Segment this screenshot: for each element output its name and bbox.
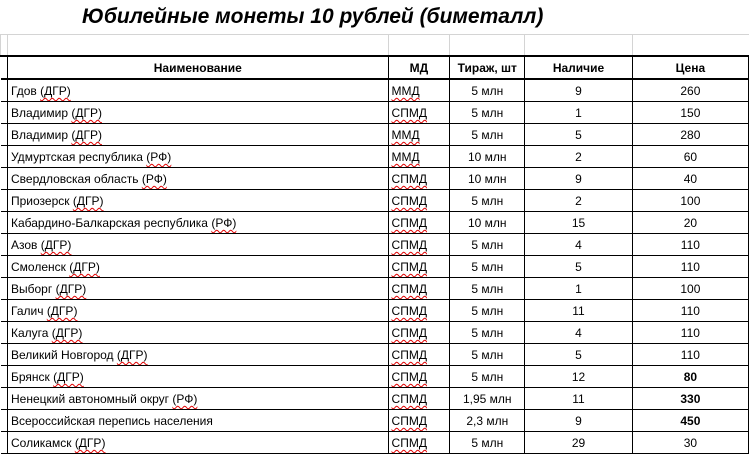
row-price-cell[interactable]: 20 bbox=[632, 212, 748, 234]
mint-code: СПМД bbox=[391, 414, 427, 428]
row-blank-cell[interactable] bbox=[1, 344, 8, 366]
row-mintage-cell[interactable]: 5 млн bbox=[450, 124, 525, 146]
row-blank-cell[interactable] bbox=[1, 168, 8, 190]
mint-code: ММД bbox=[391, 84, 420, 98]
row-mint-cell[interactable] bbox=[388, 190, 450, 212]
row-price-cell[interactable]: 40 bbox=[632, 168, 748, 190]
row-stock-cell[interactable]: 1 bbox=[525, 102, 633, 124]
row-blank-cell[interactable] bbox=[1, 212, 8, 234]
header-name[interactable]: Наименование bbox=[8, 56, 389, 79]
coin-series-tag: (ДГР) bbox=[74, 436, 106, 450]
mint-code: ММД bbox=[391, 128, 420, 142]
coin-name: Всероссийская перепись населения bbox=[11, 414, 213, 428]
row-mint-cell[interactable] bbox=[388, 102, 450, 124]
row-price-cell[interactable]: 280 bbox=[632, 124, 748, 146]
blank-row bbox=[1, 35, 749, 57]
row-blank-cell[interactable] bbox=[1, 322, 8, 344]
row-blank-cell[interactable] bbox=[1, 124, 8, 146]
coin-series-tag: (ДГР) bbox=[40, 238, 72, 252]
row-blank-cell[interactable] bbox=[1, 366, 8, 388]
table-row bbox=[1, 388, 749, 410]
row-stock-cell[interactable]: 5 bbox=[525, 124, 633, 146]
table-row bbox=[1, 190, 749, 212]
coin-series-tag: (ДГР) bbox=[40, 84, 71, 98]
row-stock-cell[interactable]: 1 bbox=[525, 278, 633, 300]
row-mint-cell[interactable] bbox=[388, 366, 450, 388]
coin-name: Ненецкий автономный округ bbox=[11, 392, 170, 406]
row-name-cell[interactable] bbox=[8, 102, 389, 124]
table-row bbox=[1, 278, 749, 300]
row-price-cell[interactable]: 60 bbox=[632, 146, 748, 168]
table-row bbox=[1, 146, 749, 168]
row-stock-cell[interactable]: 9 bbox=[525, 410, 633, 432]
row-name-cell[interactable] bbox=[8, 344, 389, 366]
mint-code: СПМД bbox=[391, 348, 427, 362]
row-stock-cell[interactable]: 9 bbox=[525, 79, 633, 102]
table-row bbox=[1, 212, 749, 234]
row-price-cell[interactable]: 260 bbox=[632, 79, 748, 102]
mint-code: СПМД bbox=[391, 216, 427, 230]
coin-name: Галич bbox=[11, 304, 44, 318]
row-mint-cell[interactable] bbox=[388, 212, 450, 234]
row-mint-cell[interactable] bbox=[388, 146, 450, 168]
cell[interactable] bbox=[1, 35, 8, 57]
row-price-cell[interactable]: 30 bbox=[632, 432, 748, 454]
mint-code: СПМД bbox=[391, 260, 427, 274]
row-name-cell[interactable] bbox=[8, 190, 389, 212]
mint-code: СПМД bbox=[391, 106, 427, 120]
row-price-cell[interactable]: 150 bbox=[632, 102, 748, 124]
row-blank-cell[interactable] bbox=[1, 432, 8, 454]
table-row bbox=[1, 256, 749, 278]
coin-series-tag: (РФ) bbox=[146, 150, 172, 164]
spreadsheet-grid bbox=[0, 34, 749, 462]
row-name-cell[interactable] bbox=[8, 124, 389, 146]
row-name-cell[interactable] bbox=[8, 146, 389, 168]
header-mintage[interactable]: Тираж, шт bbox=[450, 56, 525, 79]
row-mint-cell[interactable] bbox=[388, 168, 450, 190]
row-blank-cell[interactable] bbox=[1, 79, 8, 102]
row-blank-cell[interactable] bbox=[1, 146, 8, 168]
row-price-cell[interactable]: 80 bbox=[632, 366, 748, 388]
table-row bbox=[1, 79, 749, 102]
row-price-cell[interactable]: 110 bbox=[632, 256, 748, 278]
row-mintage-cell[interactable]: 10 млн bbox=[450, 212, 525, 234]
row-stock-cell[interactable]: 4 bbox=[525, 322, 633, 344]
row-mintage-cell[interactable]: 5 млн bbox=[450, 432, 525, 454]
row-mintage-cell[interactable]: 5 млн bbox=[450, 102, 525, 124]
coin-name: Выборг bbox=[11, 282, 53, 296]
row-blank-cell[interactable] bbox=[1, 102, 8, 124]
row-mintage-cell[interactable]: 5 млн bbox=[450, 256, 525, 278]
coin-series-tag: (ДГР) bbox=[71, 128, 102, 142]
coin-table bbox=[0, 34, 749, 454]
table-row bbox=[1, 410, 749, 432]
row-mint-cell[interactable] bbox=[388, 432, 450, 454]
header-stock[interactable]: Наличие bbox=[525, 56, 633, 79]
row-stock-cell[interactable]: 11 bbox=[525, 388, 633, 410]
mint-code: СПМД bbox=[391, 436, 427, 450]
mint-code: СПМД bbox=[391, 326, 427, 340]
row-mint-cell[interactable] bbox=[388, 256, 450, 278]
coin-name: Великий Новгород bbox=[11, 348, 114, 362]
mint-code: СПМД bbox=[391, 304, 427, 318]
table-row bbox=[1, 366, 749, 388]
table-row bbox=[1, 432, 749, 454]
row-name-cell[interactable] bbox=[8, 234, 389, 256]
row-stock-cell[interactable]: 12 bbox=[525, 366, 633, 388]
row-mintage-cell[interactable]: 5 млн bbox=[450, 366, 525, 388]
row-price-cell[interactable]: 110 bbox=[632, 322, 748, 344]
row-name-cell[interactable] bbox=[8, 388, 389, 410]
row-name-cell[interactable] bbox=[8, 79, 389, 102]
row-mint-cell[interactable] bbox=[388, 300, 450, 322]
row-mintage-cell[interactable]: 2,3 млн bbox=[450, 410, 525, 432]
coin-name: Смоленск bbox=[11, 260, 66, 274]
row-price-cell[interactable]: 100 bbox=[632, 190, 748, 212]
table-row bbox=[1, 234, 749, 256]
coin-series-tag: (ДГР) bbox=[51, 326, 83, 340]
coin-name: Азов bbox=[11, 238, 38, 252]
mint-code: СПМД bbox=[391, 392, 427, 406]
coin-name: Гдов bbox=[11, 84, 37, 98]
mint-code: СПМД bbox=[391, 282, 427, 296]
coin-name: Удмуртская республика bbox=[11, 150, 143, 164]
cell[interactable] bbox=[8, 35, 389, 57]
coin-series-tag: (ДГР) bbox=[72, 194, 104, 208]
row-price-cell[interactable]: 450 bbox=[632, 410, 748, 432]
row-name-cell[interactable] bbox=[8, 256, 389, 278]
row-price-cell[interactable]: 110 bbox=[632, 234, 748, 256]
table-row bbox=[1, 344, 749, 366]
row-mint-cell[interactable] bbox=[388, 234, 450, 256]
row-stock-cell[interactable]: 4 bbox=[525, 234, 633, 256]
coin-name: Кабардино-Балкарская республика bbox=[11, 216, 208, 230]
row-name-cell[interactable] bbox=[8, 322, 389, 344]
row-mintage-cell[interactable]: 10 млн bbox=[450, 146, 525, 168]
row-stock-cell[interactable]: 5 bbox=[525, 344, 633, 366]
row-stock-cell[interactable]: 5 bbox=[525, 256, 633, 278]
coin-series-tag: (ДГР) bbox=[46, 304, 78, 318]
table-row bbox=[1, 102, 749, 124]
row-mint-cell[interactable] bbox=[388, 79, 450, 102]
cell[interactable] bbox=[450, 35, 525, 57]
row-price-cell[interactable]: 330 bbox=[632, 388, 748, 410]
coin-series-tag: (РФ) bbox=[172, 392, 198, 406]
row-name-cell[interactable] bbox=[8, 432, 389, 454]
row-mintage-cell[interactable]: 5 млн bbox=[450, 300, 525, 322]
table-header-row bbox=[1, 56, 749, 79]
row-stock-cell[interactable]: 15 bbox=[525, 212, 633, 234]
row-mintage-cell[interactable]: 5 млн bbox=[450, 344, 525, 366]
coin-series-tag: (ДГР) bbox=[71, 106, 102, 120]
cell[interactable] bbox=[632, 35, 748, 57]
row-mintage-cell[interactable]: 5 млн bbox=[450, 278, 525, 300]
header-cell-blank[interactable] bbox=[1, 56, 8, 79]
mint-code: СПМД bbox=[391, 194, 427, 208]
table-row bbox=[1, 322, 749, 344]
coin-name: Калуга bbox=[11, 326, 49, 340]
row-stock-cell[interactable]: 2 bbox=[525, 146, 633, 168]
row-blank-cell[interactable] bbox=[1, 256, 8, 278]
mint-code: СПМД bbox=[391, 370, 427, 384]
row-mintage-cell[interactable]: 5 млн bbox=[450, 190, 525, 212]
row-blank-cell[interactable] bbox=[1, 190, 8, 212]
cell[interactable] bbox=[525, 35, 633, 57]
row-mintage-cell[interactable]: 5 млн bbox=[450, 322, 525, 344]
row-blank-cell[interactable] bbox=[1, 300, 8, 322]
mint-code: СПМД bbox=[391, 172, 427, 186]
coin-name: Соликамск bbox=[11, 436, 72, 450]
row-blank-cell[interactable] bbox=[1, 410, 8, 432]
sheet-title: Юбилейные монеты 10 рублей (биметалл) bbox=[82, 5, 544, 28]
row-stock-cell[interactable]: 11 bbox=[525, 300, 633, 322]
mint-code: СПМД bbox=[391, 238, 427, 252]
row-mintage-cell[interactable]: 1,95 млн bbox=[450, 388, 525, 410]
row-mint-cell[interactable] bbox=[388, 278, 450, 300]
row-name-cell[interactable] bbox=[8, 168, 389, 190]
row-price-cell[interactable]: 110 bbox=[632, 344, 748, 366]
row-mintage-cell[interactable]: 10 млн bbox=[450, 168, 525, 190]
row-name-cell[interactable] bbox=[8, 300, 389, 322]
cell[interactable] bbox=[388, 35, 450, 57]
table-row bbox=[1, 300, 749, 322]
coin-series-tag: (ДГР) bbox=[69, 260, 100, 274]
table-row bbox=[1, 124, 749, 146]
row-mintage-cell[interactable]: 5 млн bbox=[450, 234, 525, 256]
row-mint-cell[interactable] bbox=[388, 124, 450, 146]
row-mint-cell[interactable] bbox=[388, 388, 450, 410]
table-row bbox=[1, 168, 749, 190]
row-price-cell[interactable]: 110 bbox=[632, 300, 748, 322]
coin-name: Владимир bbox=[11, 128, 69, 142]
row-blank-cell[interactable] bbox=[1, 388, 8, 410]
row-price-cell[interactable]: 100 bbox=[632, 278, 748, 300]
mint-code: ММД bbox=[391, 150, 420, 164]
row-stock-cell[interactable]: 2 bbox=[525, 190, 633, 212]
row-name-cell[interactable] bbox=[8, 366, 389, 388]
row-stock-cell[interactable]: 29 bbox=[525, 432, 633, 454]
row-mint-cell[interactable] bbox=[388, 344, 450, 366]
row-blank-cell[interactable] bbox=[1, 234, 8, 256]
coin-series-tag: (ДГР) bbox=[55, 282, 87, 296]
coin-series-tag: (ДГР) bbox=[116, 348, 148, 362]
coin-series-tag: (РФ) bbox=[141, 172, 167, 186]
row-mint-cell[interactable] bbox=[388, 322, 450, 344]
row-name-cell[interactable] bbox=[8, 212, 389, 234]
coin-name: Брянск bbox=[11, 370, 50, 384]
row-mintage-cell[interactable]: 5 млн bbox=[450, 79, 525, 102]
coin-name: Приозерск bbox=[11, 194, 70, 208]
coin-series-tag: (ДГР) bbox=[53, 370, 84, 384]
header-price[interactable]: Цена bbox=[632, 56, 748, 79]
row-mint-cell[interactable] bbox=[388, 410, 450, 432]
header-mint[interactable]: МД bbox=[388, 56, 450, 79]
coin-name: Свердловская область bbox=[11, 172, 139, 186]
row-name-cell[interactable] bbox=[8, 278, 389, 300]
coin-name: Владимир bbox=[11, 106, 69, 120]
row-name-cell[interactable] bbox=[8, 410, 389, 432]
coin-series-tag: (РФ) bbox=[211, 216, 237, 230]
row-stock-cell[interactable]: 9 bbox=[525, 168, 633, 190]
row-blank-cell[interactable] bbox=[1, 278, 8, 300]
